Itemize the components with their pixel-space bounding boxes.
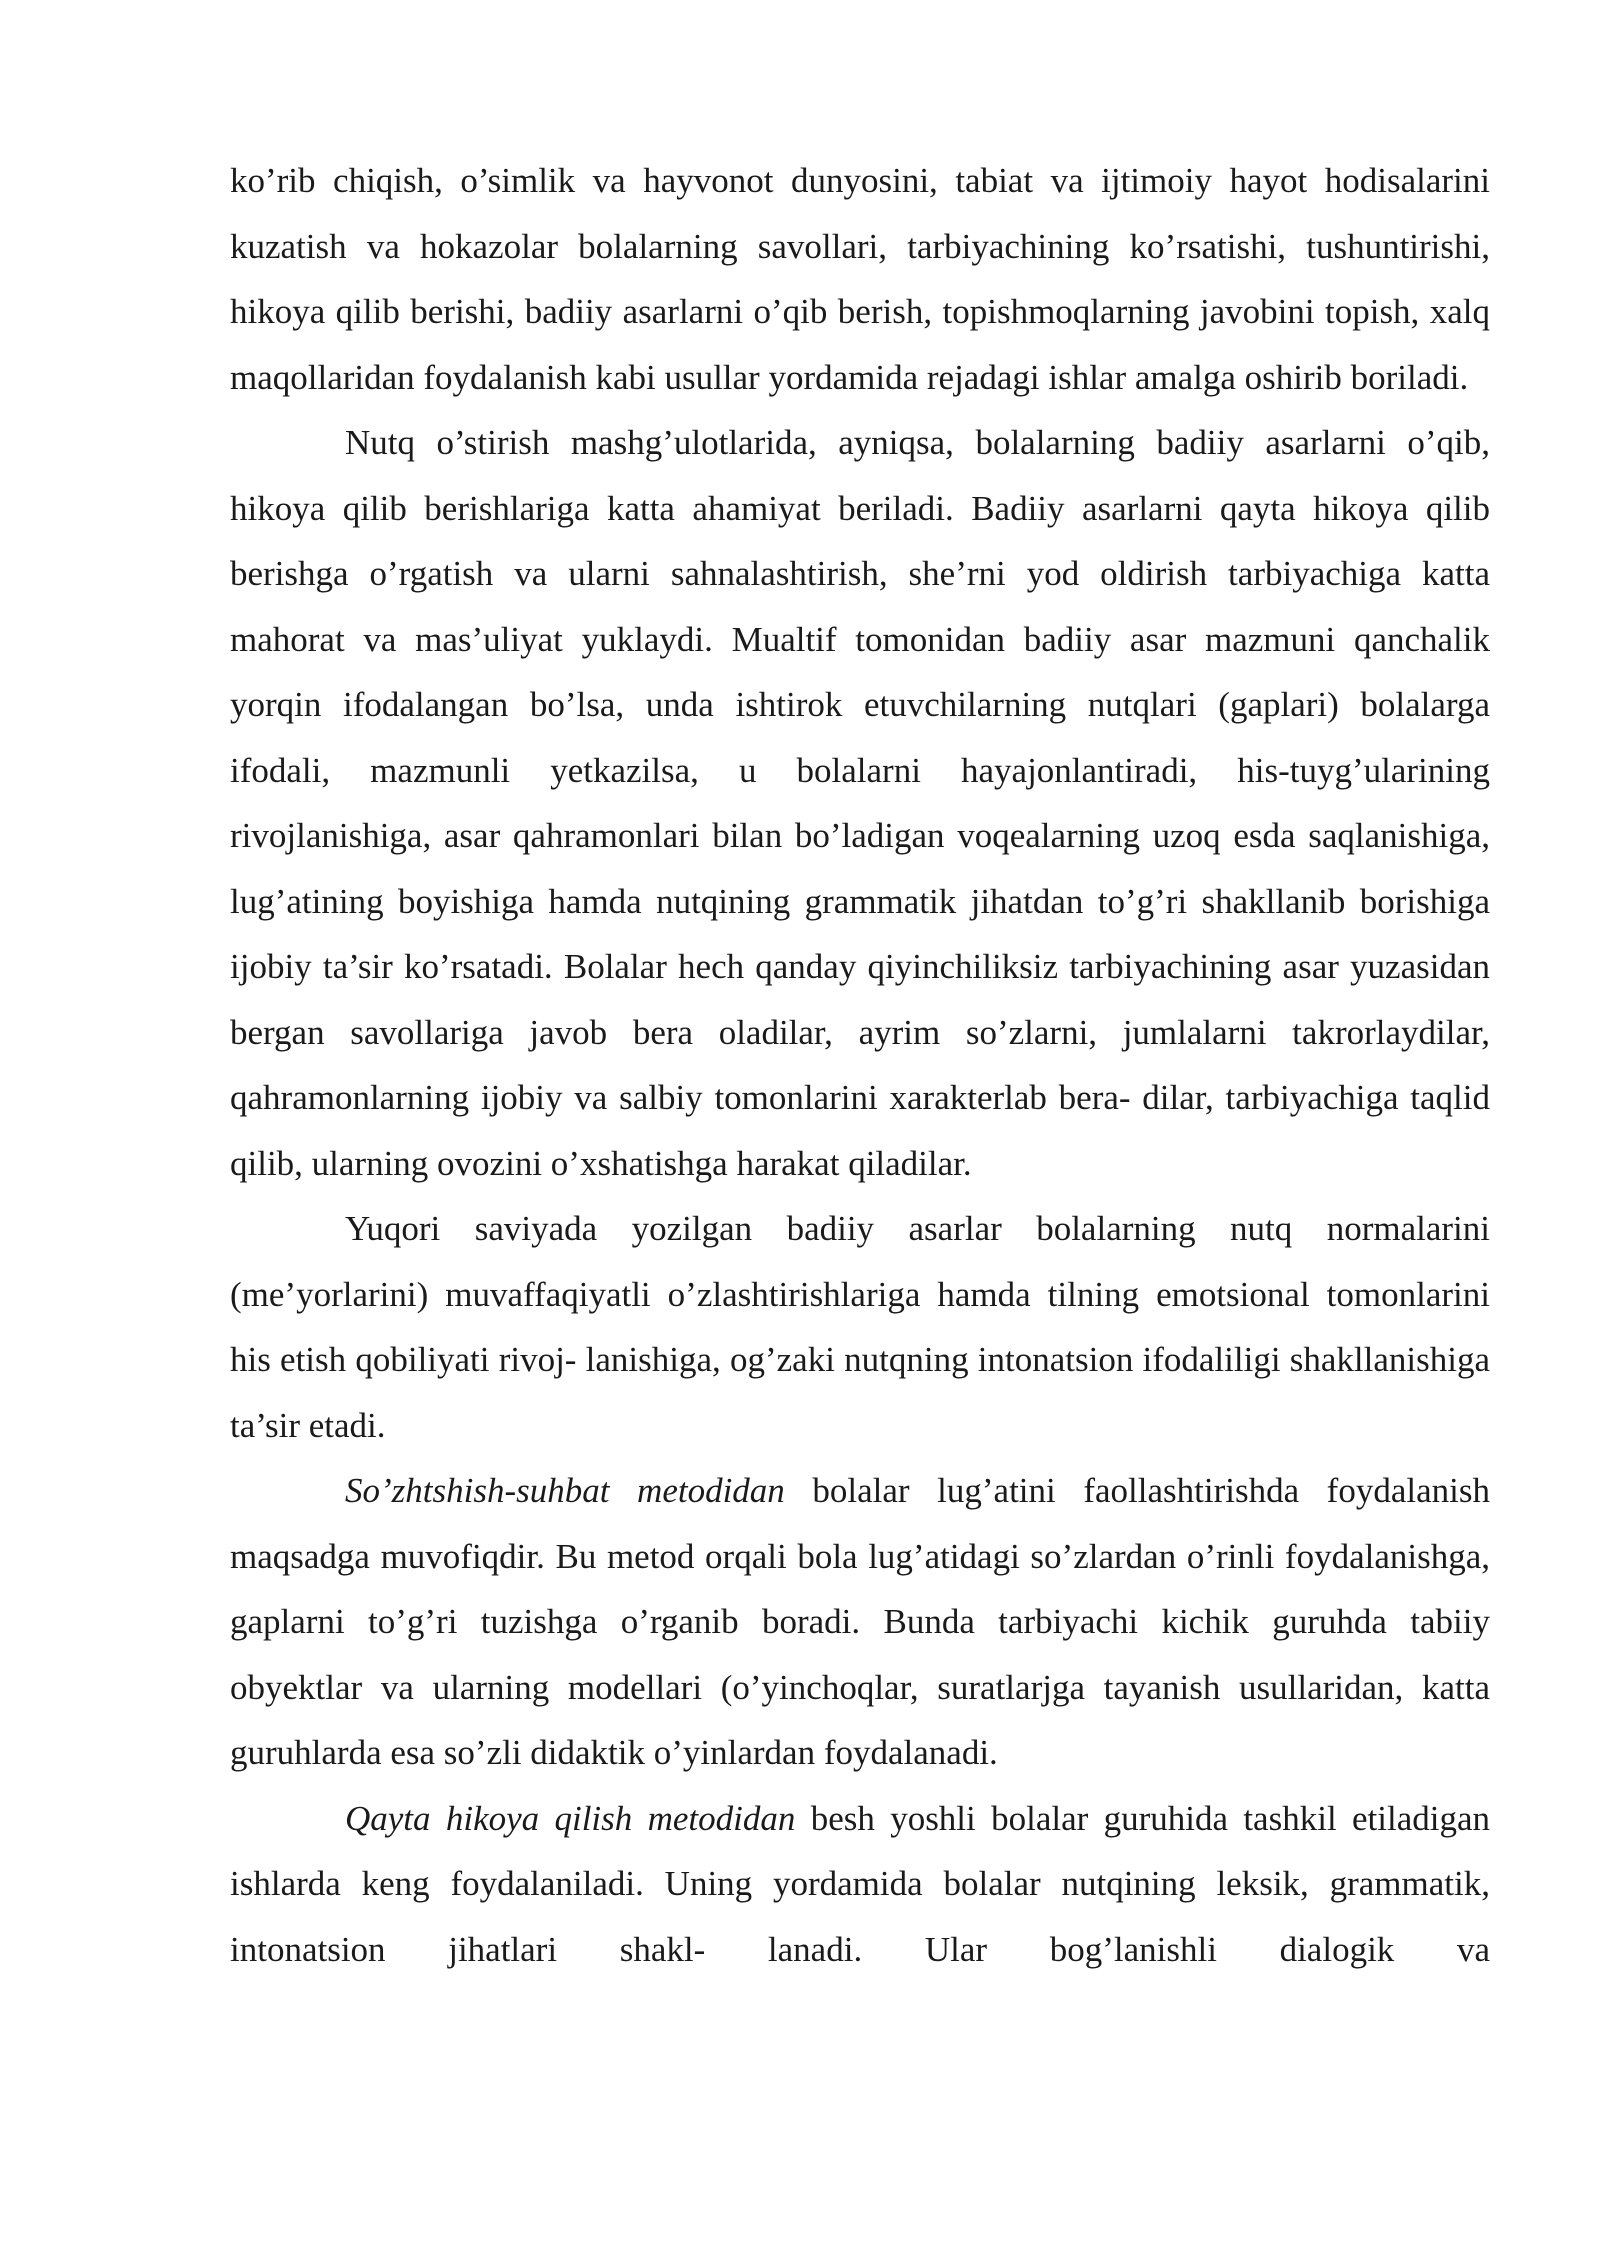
- paragraph-1: [230, 148, 1490, 410]
- paragraph-2: [230, 410, 1490, 1196]
- paragraph-4: [230, 1458, 1490, 1786]
- paragraph-5: [230, 1786, 1490, 1983]
- paragraph-4-text: bolalar lug’atini faollashtirishda foydalanish maqsadga muvofiqdir. Bu metod orqali bola lug’atidagi so’zlardan o’rinli foydalanishga, gaplarni to’g’ri tuzishga o’rganib boradi. Bunda tarbiyachi kichik guruhda tabiiy obyektlar va ularning modellari (o’yinchoqlar, suratlarjga tayanish usullaridan, katta guruhlarda esa so’zli didaktik o’yinlardan foydalanadi.: [230, 1471, 1490, 1772]
- paragraph-5-text: besh yoshli bolalar guruhida tashkil etiladigan ishlarda keng foydalaniladi. Uning yordamida bolalar nutqining leksik, grammatik, intonatsion jihatlari shakl- lanadi. Ular bog’lanishli dialogik va: [230, 1798, 1490, 1969]
- paragraph-4-italic-term: So’zhtshish-suhbat metodidan: [345, 1471, 785, 1510]
- paragraph-5-italic-term: Qayta hikoya qilish metodidan: [345, 1798, 796, 1838]
- paragraph-1-text: ko’rib chiqish, o’simlik va hayvonot dunyosini, tabiat va ijtimoiy hayot hodisalarini kuzatish va hokazolar bolalarning savollari, tarbiyachining ko’rsatishi, tushuntirishi, hikoya qilib berishi, badiiy asarlarni o’qib berish, topishmoqlarning javobini topish, xalq maqollaridan foydalanish kabi usullar yordamida rejadagi ishlar amalga oshirib boriladi.: [230, 161, 1490, 397]
- paragraph-2-text: Nutq o’stirish mashg’ulotlarida, ayniqsa, bolalarning badiiy asarlarni o’qib, hikoya qilib berishlariga katta ahamiyat beriladi. Badiiy asarlarni qayta hikoya qilib berishga o’rgatish va ularni sahnalashtirish, she’rni yod oldirish tarbiyachiga katta mahorat va mas’uliyat yuklaydi. Mualtif tomonidan badiiy asar mazmuni qanchalik yorqin ifodalangan bo’lsa, unda ishtirok etuvchilarning nutqlari (gaplari) bolalarga ifodali, mazmunli yetkazilsa, u bolalarni hayajonlantiradi, his-tuyg’ularining rivojlanishiga, asar qahramonlari bilan bo’ladigan voqealarning uzoq esda saqlanishiga, lug’atining boyishiga hamda nutqining grammatik jihatdan to’g’ri shakllanib borishiga ijobiy ta’sir ko’rsatadi. Bolalar hech qanday qiyinchiliksiz tarbiyachining asar yuzasidan bergan savollariga javob bera oladilar, ayrim so’zlarni, jumlalarni takrorlaydilar, qahramonlarning ijobiy va salbiy tomonlarini xarakterlab bera- dilar, tarbiyachiga taqlid qilib, ularning ovozini o’xshatishga harakat qiladilar.: [230, 423, 1490, 1183]
- paragraph-3-text: Yuqori saviyada yozilgan badiiy asarlar bolalarning nutq normalarini (me’yorlarini) muvaffaqiyatli o’zlashtirishlariga hamda tilning emotsional tomonlarini his etish qobiliyati rivoj- lanishiga, og’zaki nutqning intonatsion ifodaliligi shakllanishiga ta’sir etadi.: [230, 1209, 1490, 1445]
- document-page: [230, 148, 1490, 1982]
- paragraph-3: [230, 1196, 1490, 1458]
